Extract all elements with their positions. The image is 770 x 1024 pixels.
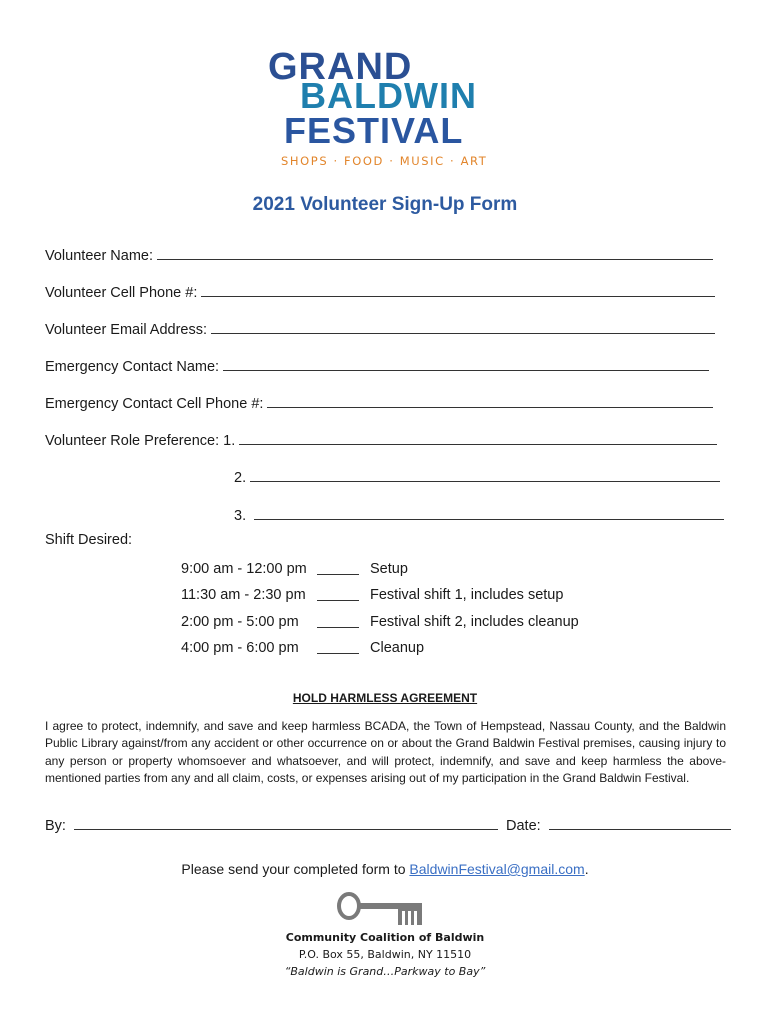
- date-label: Date:: [506, 818, 541, 834]
- emergency-name-field[interactable]: [45, 356, 709, 375]
- shift-time: 11:30 am - 2:30 pm: [181, 587, 306, 603]
- shift-row-2: [0, 587, 770, 607]
- volunteer-cell-field[interactable]: [45, 282, 715, 301]
- role-preference-2-label: 2.: [234, 470, 247, 486]
- emergency-name-label: Emergency Contact Name:: [45, 359, 220, 375]
- volunteer-cell-label: Volunteer Cell Phone #:: [45, 285, 198, 301]
- shift-description: Setup: [370, 561, 408, 577]
- shift-time: 9:00 am - 12:00 pm: [181, 561, 307, 577]
- role-preference-3-line[interactable]: [254, 505, 724, 520]
- send-prefix: Please send your completed form to: [181, 861, 410, 877]
- logo-line-festival: FESTIVAL: [284, 110, 464, 151]
- shift-description: Cleanup: [370, 640, 425, 656]
- shift-check-line[interactable]: [317, 614, 359, 628]
- shift-row-1: [0, 561, 770, 581]
- footer-motto: “Baldwin is Grand…Parkway to Bay”: [284, 965, 486, 978]
- email-link[interactable]: BaldwinFestival@gmail.com: [409, 861, 585, 877]
- logo-tagline: SHOPS · FOOD · MUSIC · ART: [281, 154, 488, 168]
- volunteer-email-field[interactable]: [45, 319, 715, 338]
- signature-row: [45, 815, 731, 834]
- festival-logo: [0, 0, 770, 175]
- role-preference-2-field[interactable]: [234, 467, 720, 486]
- logo-line-grand: GRAND: [268, 46, 413, 88]
- volunteer-name-line[interactable]: [157, 245, 713, 260]
- role-preference-label: Volunteer Role Preference: 1.: [45, 433, 236, 449]
- shift-check-line[interactable]: [317, 561, 359, 575]
- shift-description: Festival shift 2, includes cleanup: [370, 614, 579, 630]
- role-preference-3-field[interactable]: [234, 505, 724, 524]
- date-line[interactable]: [549, 815, 731, 830]
- signature-line[interactable]: [74, 815, 498, 830]
- shift-check-line[interactable]: [317, 640, 359, 654]
- emergency-name-line[interactable]: [223, 356, 709, 371]
- logo-line-baldwin: BALDWIN: [300, 75, 477, 116]
- volunteer-email-label: Volunteer Email Address:: [45, 322, 208, 338]
- shift-desired-label: Shift Desired:: [45, 532, 133, 548]
- volunteer-cell-line[interactable]: [201, 282, 715, 297]
- shift-check-line[interactable]: [317, 587, 359, 601]
- emergency-cell-label: Emergency Contact Cell Phone #:: [45, 396, 264, 412]
- agreement-title: HOLD HARMLESS AGREEMENT: [292, 691, 478, 705]
- footer-address: P.O. Box 55, Baldwin, NY 11510: [298, 948, 472, 961]
- footer-organization: Community Coalition of Baldwin: [285, 931, 485, 944]
- role-preference-2-line[interactable]: [250, 467, 720, 482]
- role-preference-1-line[interactable]: [239, 430, 717, 445]
- shift-row-3: [0, 614, 770, 634]
- form-title: 2021 Volunteer Sign-Up Form: [252, 194, 518, 215]
- shift-time: 2:00 pm - 5:00 pm: [181, 614, 299, 630]
- shift-row-4: [0, 640, 770, 660]
- send-instructions: [0, 861, 770, 877]
- key-icon: [336, 886, 428, 926]
- volunteer-email-line[interactable]: [211, 319, 715, 334]
- emergency-cell-field[interactable]: [45, 393, 713, 412]
- shift-description: Festival shift 1, includes setup: [370, 587, 564, 603]
- role-preference-3-label: 3.: [234, 508, 247, 524]
- by-label: By:: [45, 818, 66, 834]
- emergency-cell-line[interactable]: [267, 393, 713, 408]
- send-suffix: .: [584, 861, 589, 877]
- agreement-body: I agree to protect, indemnify, and save and keep harmless BCADA, the Town of Hempstead, Nassau County, and the Baldwin Public Library against/from any accident or other occurrence on or about the Grand Baldwin Festival premises, causing injury to any person or property whomsoever and whatsoever, and will protect, indemnify, and save and keep harmless the above-mentioned parties from any and all claim, costs, or expenses arising out of my participation in the Grand Baldwin Festival.: [45, 719, 726, 785]
- volunteer-name-label: Volunteer Name:: [45, 248, 154, 264]
- shift-time: 4:00 pm - 6:00 pm: [181, 640, 299, 656]
- volunteer-name-field[interactable]: [45, 245, 713, 264]
- role-preference-1-field[interactable]: [45, 430, 717, 449]
